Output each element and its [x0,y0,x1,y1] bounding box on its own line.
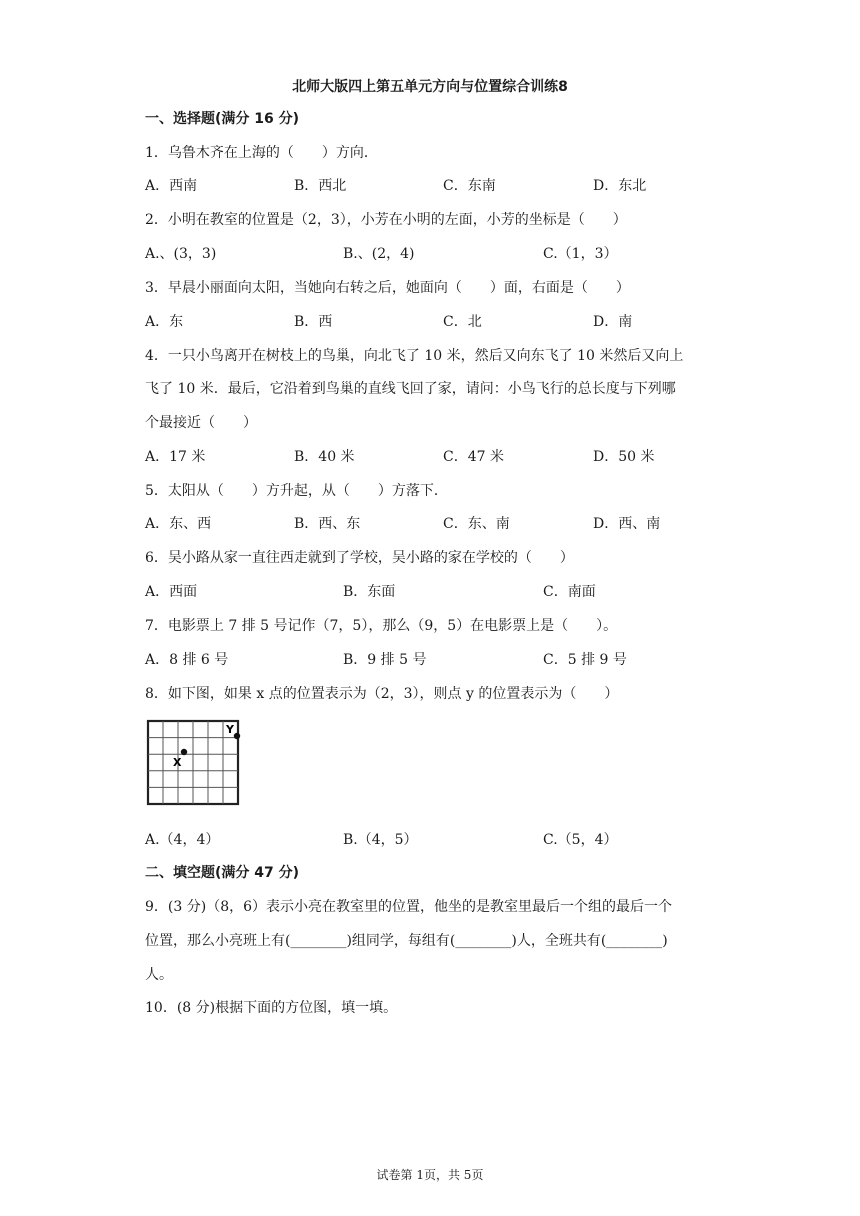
question-6: 6．吴小路从家一直往西走就到了学校，吴小路的家在学校的（ ） [145,550,574,566]
question-4-line-1: 4．一只小鸟离开在树枝上的鸟巢，向北飞了 10 米，然后又向东飞了 10 米然后又向上 [145,348,684,364]
point-y-label: Y [226,723,234,736]
question-5: 5．太阳从（ ）方升起，从（ ）方落下． [145,483,448,499]
page-footer: 试卷第 1页，共 5页 [376,1168,484,1182]
q1-option-c: C．东南 [443,178,496,194]
q7-option-b: B．9 排 5 号 [343,652,427,668]
q3-option-d: D．南 [593,314,633,330]
question-10: 10．(8 分)根据下面的方位图，填一填。 [145,1000,398,1016]
section-heading-choice: 一、选择题(满分 16 分) [145,111,300,127]
question-4-line-3: 个最接近（ ） [145,415,257,431]
question-3: 3．早晨小丽面向太阳，当她向右转之后，她面向（ ）面，右面是（ ） [145,280,630,296]
question-1: 1．乌鲁木齐在上海的（ ）方向． [145,145,378,161]
q2-option-b: B.、(2，4) [343,246,415,262]
q4-option-b: B．40 米 [294,449,355,465]
q1-option-a: A．西南 [145,178,198,194]
q3-option-c: C．北 [443,314,482,330]
question-9-line-1: 9．(3 分)（8，6）表示小亮在教室里的位置，他坐的是教室里最后一个组的最后一个 [145,899,673,915]
q1-option-d: D．东北 [593,178,647,194]
q2-option-c: C.（1，3） [543,246,618,262]
q4-option-c: C．47 米 [443,449,504,465]
q3-option-a: A．东 [145,314,184,330]
grid-lines [148,721,238,804]
q5-option-d: D．西、南 [593,516,661,532]
question-8: 8．如下图，如果 x 点的位置表示为（2，3），则点 y 的位置表示为（ ） [145,686,619,702]
q3-option-b: B．西 [294,314,333,330]
q6-option-b: B．东面 [343,584,396,600]
q5-option-a: A．东、西 [145,516,212,532]
question-7: 7．电影票上 7 排 5 号记作（7，5），那么（9，5）在电影票上是（ ）。 [145,618,618,634]
q1-option-b: B．西北 [294,178,347,194]
q7-option-c: C．5 排 9 号 [543,652,627,668]
q6-option-c: C．南面 [543,584,596,600]
point-x-label: X [173,756,182,769]
q5-option-b: B．西、东 [294,516,361,532]
question-4-line-2: 飞了 10 米．最后，它沿着到鸟巢的直线飞回了家，请问：小鸟飞行的总长度与下列哪 [145,381,676,397]
q2-option-a: A.、(3，3) [145,246,217,262]
section-heading-fill: 二、填空题(满分 47 分) [145,865,300,881]
question-9-line-2: 位置，那么小亮班上有(________)组同学，每组有(________)人，全班共有(________) [145,933,668,949]
q5-option-c: C．东、南 [443,516,510,532]
page-title: 北师大版四上第五单元方向与位置综合训练8 [292,79,568,95]
q7-option-a: A．8 排 6 号 [145,652,229,668]
q4-option-a: A．17 米 [145,449,206,465]
q8-option-a: A.（4，4） [145,832,220,848]
question-9-line-3: 人。 [145,967,173,983]
coordinate-grid-figure [145,718,245,808]
q8-option-b: B.（4，5） [343,832,418,848]
question-2: 2．小明在教室的位置是（2，3），小芳在小明的左面，小芳的坐标是（ ） [145,212,627,228]
q6-option-a: A．西面 [145,584,198,600]
point-x [181,749,187,755]
q4-option-d: D．50 米 [593,449,655,465]
point-y [234,733,240,739]
q8-option-c: C.（5，4） [543,832,618,848]
